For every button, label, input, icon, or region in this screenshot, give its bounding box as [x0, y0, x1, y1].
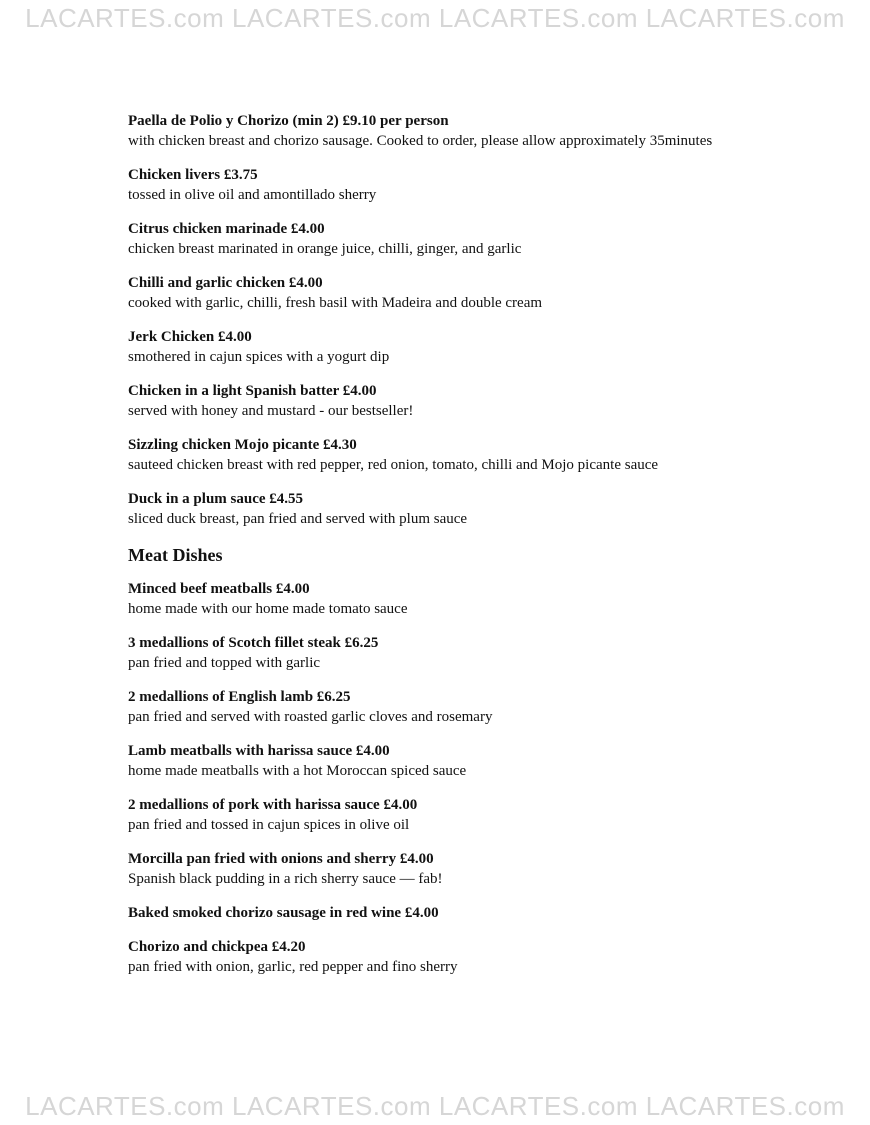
- menu-item-title: Minced beef meatballs £4.00: [128, 581, 310, 597]
- menu-item-title: 2 medallions of pork with harissa sauce £4.00: [128, 797, 418, 813]
- menu-item-title: Sizzling chicken Mojo picante £4.30: [128, 437, 357, 453]
- menu-item: [128, 795, 768, 835]
- menu-item-title: Paella de Polio y Chorizo (min 2) £9.10 per person: [128, 113, 449, 129]
- menu-item: [128, 165, 768, 205]
- menu-item: [128, 273, 768, 313]
- menu-item-title: Jerk Chicken £4.00: [128, 329, 252, 345]
- menu-item: [128, 687, 768, 727]
- menu-item: [128, 579, 768, 619]
- menu-item-description: served with honey and mustard - our bestseller!: [128, 403, 414, 419]
- menu-item: [128, 219, 768, 259]
- menu-item-title: 3 medallions of Scotch fillet steak £6.25: [128, 635, 379, 651]
- menu-item-title: 2 medallions of English lamb £6.25: [128, 689, 351, 705]
- menu-item-title: Baked smoked chorizo sausage in red wine £4.00: [128, 905, 439, 921]
- menu-item-title: Chicken in a light Spanish batter £4.00: [128, 383, 377, 399]
- section-heading-meat-dishes: Meat Dishes: [128, 545, 223, 565]
- menu-item: [128, 741, 768, 781]
- chicken-dishes-list: [128, 111, 768, 529]
- menu-item: [128, 937, 768, 977]
- menu-item-title: Chorizo and chickpea £4.20: [128, 939, 306, 955]
- menu-item: [128, 381, 768, 421]
- menu-item-description: pan fried and served with roasted garlic cloves and rosemary: [128, 709, 493, 725]
- menu-item: [128, 111, 768, 151]
- watermark-bottom: LACARTES.com LACARTES.com LACARTES.com LACARTES.com: [25, 1091, 845, 1121]
- menu-item-description: smothered in cajun spices with a yogurt dip: [128, 349, 390, 365]
- menu-item: [128, 435, 768, 475]
- menu-item-description: Spanish black pudding in a rich sherry sauce — fab!: [128, 871, 443, 887]
- meat-dishes-list: [128, 579, 768, 977]
- menu-item: [128, 849, 768, 889]
- menu-item-description: sauteed chicken breast with red pepper, red onion, tomato, chilli and Mojo picante sauce: [128, 457, 659, 473]
- menu-item-description: chicken breast marinated in orange juice, chilli, ginger, and garlic: [128, 241, 522, 257]
- menu-item-title: Chilli and garlic chicken £4.00: [128, 275, 323, 291]
- menu-item: [128, 633, 768, 673]
- menu-item-description: sliced duck breast, pan fried and served with plum sauce: [128, 511, 468, 527]
- menu-item-title: Morcilla pan fried with onions and sherry £4.00: [128, 851, 434, 867]
- menu-item-description: home made with our home made tomato sauce: [128, 601, 408, 617]
- menu-item-description: with chicken breast and chorizo sausage. Cooked to order, please allow approximately 35minutes: [128, 133, 713, 149]
- menu-item-description: pan fried and tossed in cajun spices in olive oil: [128, 817, 410, 833]
- menu-item-description: cooked with garlic, chilli, fresh basil with Madeira and double cream: [128, 295, 543, 311]
- menu-item: [128, 903, 768, 923]
- watermark-top: LACARTES.com LACARTES.com LACARTES.com LACARTES.com: [25, 3, 845, 33]
- menu-item-description: pan fried and topped with garlic: [128, 655, 321, 671]
- menu-item: [128, 489, 768, 529]
- menu-item-description: pan fried with onion, garlic, red pepper and fino sherry: [128, 959, 458, 975]
- menu-item-title: Lamb meatballs with harissa sauce £4.00: [128, 743, 390, 759]
- menu-item-title: Chicken livers £3.75: [128, 167, 258, 183]
- menu-item-title: Duck in a plum sauce £4.55: [128, 491, 304, 507]
- menu-item: [128, 327, 768, 367]
- menu-content: [128, 111, 768, 991]
- menu-item-description: home made meatballs with a hot Moroccan spiced sauce: [128, 763, 467, 779]
- menu-item-title: Citrus chicken marinade £4.00: [128, 221, 325, 237]
- menu-item-description: tossed in olive oil and amontillado sherry: [128, 187, 377, 203]
